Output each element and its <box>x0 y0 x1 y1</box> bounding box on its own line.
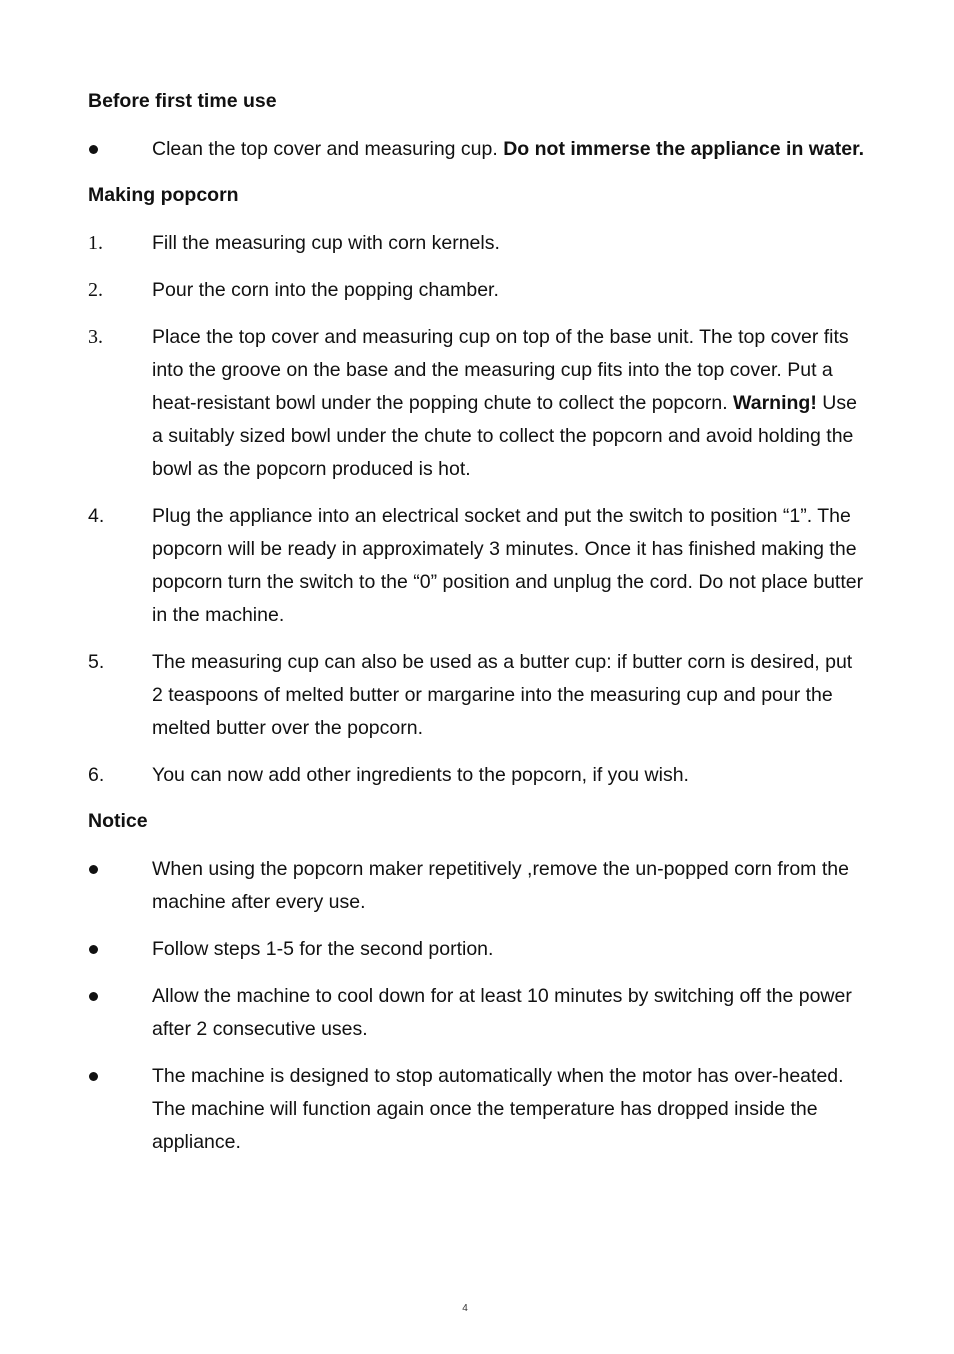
item-text: The measuring cup can also be used as a butter cup: if butter corn is desired, put 2 teaspoons of melted butter or margarine into the measuring cup and pour the melted butter over the popcorn. <box>152 651 853 739</box>
item-text: Follow steps 1-5 for the second portion. <box>152 938 494 960</box>
warning-label: Warning! <box>733 392 817 414</box>
list-number: 3. <box>88 326 103 348</box>
list-item <box>88 759 868 792</box>
item-bold-text: Do not immerse the appliance in water. <box>503 138 865 160</box>
list-item <box>88 980 868 1046</box>
bullet-icon <box>89 945 98 954</box>
page-number: 4 <box>462 1303 468 1314</box>
heading-making-popcorn: Making popcorn <box>88 184 239 206</box>
item-text: Fill the measuring cup with corn kernels. <box>152 232 500 254</box>
heading-notice: Notice <box>88 810 148 832</box>
item-text: Allow the machine to cool down for at least 10 minutes by switching off the power after 2 consecutive uses. <box>152 985 852 1040</box>
list-item <box>88 500 868 632</box>
item-text: You can now add other ingredients to the popcorn, if you wish. <box>152 764 689 786</box>
bullet-icon <box>89 992 98 1001</box>
item-text: Plug the appliance into an electrical socket and put the switch to position “1”. The popcorn will be ready in approximately 3 minutes. Once it has finished making the popcorn turn the switch to the “0” position and unplug the cord. Do not place butter in the machine. <box>152 505 864 626</box>
list-item <box>88 933 868 966</box>
item-text-continued: Use a suitably sized bowl under the chute to collect the popcorn and avoid holding the bowl as the popcorn produced is hot. <box>152 392 857 480</box>
list-number: 5. <box>88 651 105 673</box>
item-text: When using the popcorn maker repetitively ,remove the un-popped corn from the machine after every use. <box>152 858 849 913</box>
list-item <box>88 646 868 745</box>
bullet-icon <box>89 145 98 154</box>
list-number: 1. <box>88 232 103 254</box>
list-item <box>88 1060 868 1159</box>
list-number: 2. <box>88 279 103 301</box>
list-item <box>88 321 868 486</box>
item-text: The machine is designed to stop automatically when the motor has over-heated. The machine will function again once the temperature has dropped inside the appliance. <box>152 1065 844 1153</box>
item-text: Clean the top cover and measuring cup. <box>152 138 504 160</box>
item-text: Pour the corn into the popping chamber. <box>152 279 499 301</box>
heading-before-first-use: Before first time use <box>88 90 277 112</box>
item-text: Place the top cover and measuring cup on top of the base unit. The top cover fits into the groove on the base and the measuring cup fits into the top cover. Put a heat-resistant bowl under the popping chute to collect the popcorn. <box>152 326 849 414</box>
list-item <box>88 227 868 260</box>
list-number: 6. <box>88 764 105 786</box>
list-item <box>88 853 868 919</box>
list-number: 4. <box>88 505 105 527</box>
list-item <box>88 274 868 307</box>
list-item <box>88 133 868 166</box>
bullet-icon <box>89 1072 98 1081</box>
page-content <box>88 86 868 1173</box>
bullet-icon <box>89 865 98 874</box>
